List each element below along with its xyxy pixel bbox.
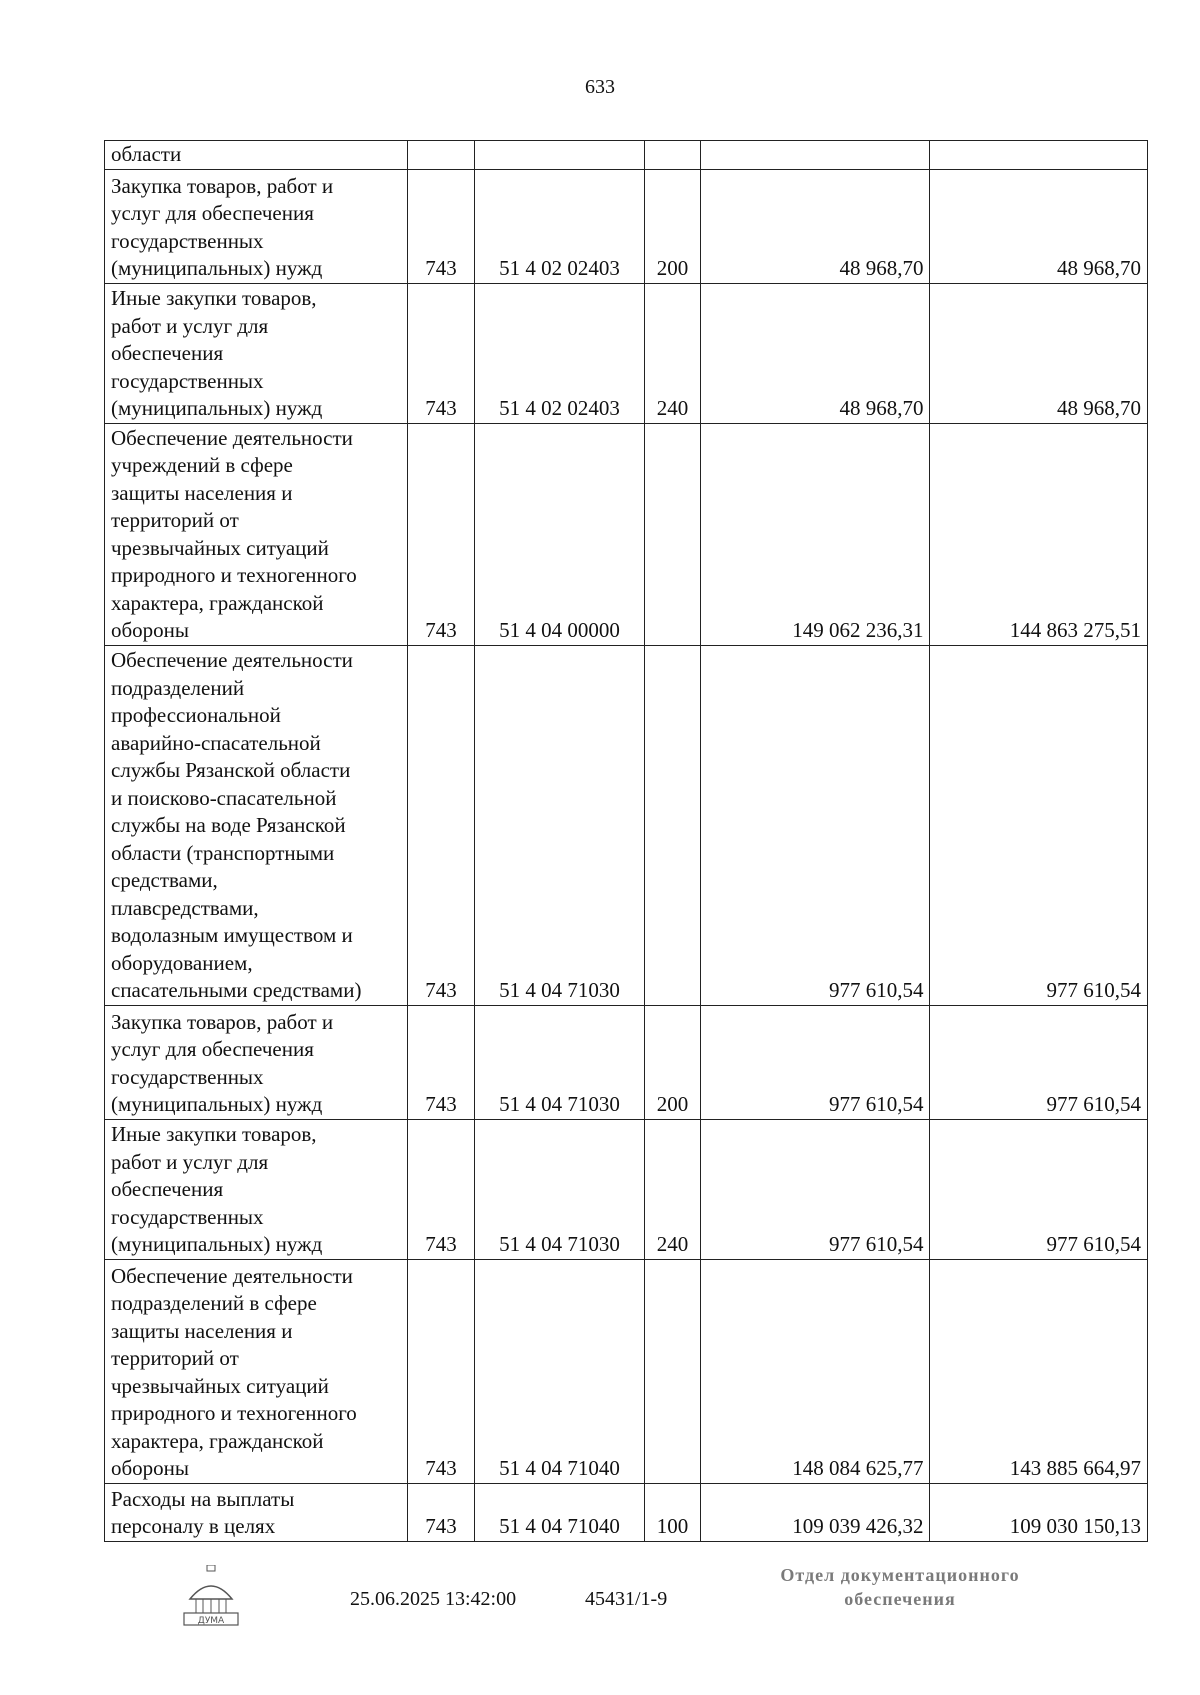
row-ved: 743 — [407, 1483, 474, 1541]
table-row — [105, 423, 1148, 645]
row-sum-2: 143 885 664,97 — [930, 1259, 1148, 1483]
row-sum-1: 48 968,70 — [701, 283, 930, 423]
stamp-line-1: Отдел документационного — [780, 1565, 1020, 1585]
row-code: 51 4 02 02403 — [475, 283, 645, 423]
row-type — [644, 423, 700, 645]
row-code: 51 4 04 71030 — [475, 645, 645, 1005]
table-row — [105, 169, 1148, 283]
row-sum-2: 48 968,70 — [930, 169, 1148, 283]
row-ved: 743 — [407, 1119, 474, 1259]
department-stamp — [740, 1563, 1060, 1611]
row-ved: 743 — [407, 1259, 474, 1483]
row-name: Закупка товаров, работ и услуг для обеспечения государственных (муниципальных) нужд — [105, 1005, 408, 1119]
table-row — [105, 1119, 1148, 1259]
row-code: 51 4 02 02403 — [475, 169, 645, 283]
row-type: 100 — [644, 1483, 700, 1541]
row-name: Обеспечение деятельности подразделений в сфере защиты населения и территорий от чрезвычайных ситуаций природного и техногенного характера, гражданской обороны — [105, 1259, 408, 1483]
row-sum-2: 144 863 275,51 — [930, 423, 1148, 645]
row-type — [644, 141, 700, 170]
row-code: 51 4 04 71040 — [475, 1259, 645, 1483]
row-type: 200 — [644, 169, 700, 283]
row-ved — [407, 141, 474, 170]
row-sum-1 — [701, 141, 930, 170]
row-ved: 743 — [407, 645, 474, 1005]
row-code: 51 4 04 71030 — [475, 1119, 645, 1259]
row-sum-1: 109 039 426,32 — [701, 1483, 930, 1541]
table-row — [105, 141, 1148, 170]
table-row — [105, 1005, 1148, 1119]
row-code: 51 4 04 00000 — [475, 423, 645, 645]
row-sum-1: 149 062 236,31 — [701, 423, 930, 645]
row-name: Иные закупки товаров, работ и услуг для обеспечения государственных (муниципальных) нужд — [105, 1119, 408, 1259]
row-type — [644, 1259, 700, 1483]
logo-text: ДУМА — [197, 1616, 225, 1626]
row-sum-2: 977 610,54 — [930, 1119, 1148, 1259]
row-ved: 743 — [407, 1005, 474, 1119]
row-sum-2: 48 968,70 — [930, 283, 1148, 423]
row-sum-1: 48 968,70 — [701, 169, 930, 283]
row-sum-1: 977 610,54 — [701, 1119, 930, 1259]
table-row — [105, 1483, 1148, 1541]
row-type: 240 — [644, 283, 700, 423]
budget-table — [104, 140, 1148, 1542]
row-sum-1: 148 084 625,77 — [701, 1259, 930, 1483]
duma-logo-icon — [180, 1565, 242, 1629]
row-ved: 743 — [407, 169, 474, 283]
table-row — [105, 283, 1148, 423]
table-row — [105, 645, 1148, 1005]
row-type: 240 — [644, 1119, 700, 1259]
row-name: области — [105, 141, 408, 170]
stamp-line-2: обеспечения — [844, 1589, 956, 1609]
row-type: 200 — [644, 1005, 700, 1119]
page-number: 633 — [585, 76, 615, 98]
row-ved: 743 — [407, 283, 474, 423]
row-name: Обеспечение деятельности подразделений профессиональной аварийно-спасательной службы Рязанской области и поисково-спасательной службы на воде Рязанской области (транспортными средствами, плавсредствами, водолазным имуществом и оборудованием, спасательными средствами) — [105, 645, 408, 1005]
row-name: Обеспечение деятельности учреждений в сфере защиты населения и территорий от чрезвычайных ситуаций природного и техногенного характера, гражданской обороны — [105, 423, 408, 645]
row-name: Расходы на выплаты персоналу в целях — [105, 1483, 408, 1541]
footer-datetime: 25.06.2025 13:42:00 — [350, 1588, 517, 1610]
row-sum-2: 977 610,54 — [930, 645, 1148, 1005]
row-sum-2 — [930, 141, 1148, 170]
row-type — [644, 645, 700, 1005]
row-name: Иные закупки товаров, работ и услуг для обеспечения государственных (муниципальных) нужд — [105, 283, 408, 423]
row-name: Закупка товаров, работ и услуг для обеспечения государственных (муниципальных) нужд — [105, 169, 408, 283]
row-sum-2: 977 610,54 — [930, 1005, 1148, 1119]
row-sum-1: 977 610,54 — [701, 1005, 930, 1119]
footer-doc-number: 45431/1-9 — [585, 1588, 668, 1610]
row-code — [475, 141, 645, 170]
row-sum-1: 977 610,54 — [701, 645, 930, 1005]
table-row — [105, 1259, 1148, 1483]
row-code: 51 4 04 71040 — [475, 1483, 645, 1541]
row-sum-2: 109 030 150,13 — [930, 1483, 1148, 1541]
row-ved: 743 — [407, 423, 474, 645]
row-code: 51 4 04 71030 — [475, 1005, 645, 1119]
